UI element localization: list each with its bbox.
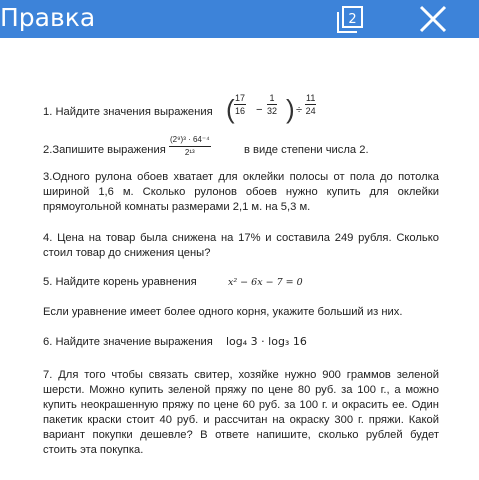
- task-5-note: Если уравнение имеет более одного корня, укажите больший из них.: [43, 306, 403, 318]
- fraction-17-16: $\frac{17}{16}$: [235, 93, 246, 116]
- divide-sign: ÷: [296, 104, 303, 116]
- page-title: Правка: [0, 3, 96, 32]
- task-1-text: 1. Найдите значения выражения: [43, 106, 213, 118]
- log-expression: log₄ 3 · log₃ 16: [226, 335, 307, 348]
- paren-open: (: [226, 94, 235, 124]
- task-4: 4. Цена на товар была снижена на 17% и составила 249 рубля. Сколько стоил товар до снижения цены?: [43, 232, 439, 259]
- task-6: [43, 336, 439, 348]
- task-7: 7. Для того чтобы связать свитер, хозяйке нужно 900 граммов зеленой шерсти. Можно купить зеленой пряжу по цене 80 руб. за 100 г., а можно купить неокрашенную пряжу по цене 60 руб. за 100 г. и окрасить ее. Один пакетик краски стоит 40 руб. и рассчитан на окраску 300 г. пряжи. Какой вариант покупки дешевле? В ответе напишите, сколько рублей будет стоить эта покупка.: [43, 369, 439, 456]
- task-5-text: 5. Найдите корень уравнения: [43, 276, 197, 288]
- task-1: [43, 86, 439, 136]
- power-fraction: $\frac{\text{(2⁹)³ · 64⁻⁴}}{\text{2¹³}}$: [170, 135, 210, 157]
- top-app-bar: [0, 0, 479, 38]
- task-2-text: 2.Запишите выражения: [43, 144, 166, 156]
- task-6-text: 6. Найдите значение выражения: [43, 336, 213, 348]
- task-2: [43, 132, 439, 168]
- fraction-11-24: $\frac{11}{24}$: [305, 93, 316, 116]
- task-5: [43, 276, 439, 288]
- task-3: 3.Одного рулона обоев хватает для оклейки полосы от пола до потолка шириной 1,6 м. Сколько рулонов обоев нужно купить для оклейки прямоугольной комнаты размерами 2,1 м. на 5,3 м.: [43, 171, 439, 213]
- copy-badge: 2: [348, 12, 357, 27]
- copy-icon[interactable]: [332, 4, 372, 36]
- minus-sign: −: [256, 104, 263, 116]
- close-icon[interactable]: [416, 3, 450, 35]
- fraction-1-32: $\frac{1}{32}$: [267, 93, 278, 116]
- task-2-tail: в виде степени числа 2.: [244, 144, 369, 156]
- paren-close: ): [286, 94, 295, 124]
- equation: x² − 6x − 7 = 0: [228, 277, 303, 288]
